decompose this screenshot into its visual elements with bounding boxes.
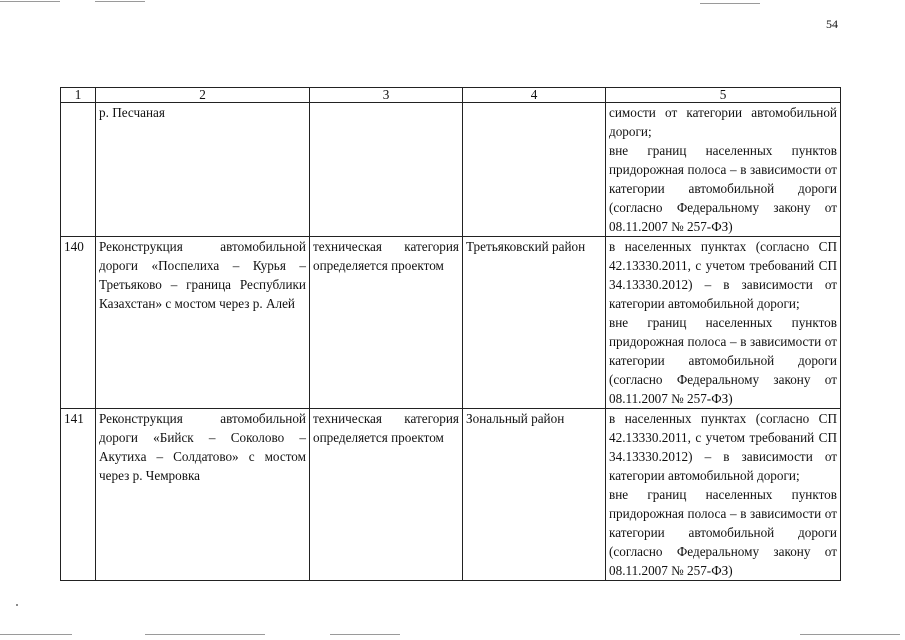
cell-paragraph: 141 [64,411,84,426]
column-header: 5 [606,88,841,103]
zone-cell [606,409,841,581]
scan-edge-mark [145,634,265,635]
cell-paragraph: р. Песчаная [99,105,165,120]
table-row [61,409,841,581]
cell-paragraph: в населенных пунктах (согласно СП 42.13330.2011, с учетом требований СП 34.13330.2012) – в зависимости от категории автомобильной дороги; [609,239,837,311]
cell-paragraph: симости от категории автомобильной дороги; [609,105,837,139]
table-row [61,237,841,409]
cell-paragraph: вне границ населенных пунктов придорожная полоса – в зависимости от категории автомобильной дороги (согласно Федеральному закону от 08.11.2007 № 257-ФЗ) [609,487,837,578]
object-name-cell [96,409,310,581]
objects-table [60,87,841,581]
object-name-cell [96,237,310,409]
table-row [61,103,841,237]
scan-edge-mark [330,634,400,635]
column-header: 2 [96,88,310,103]
cell-paragraph: техническая категория определяется проектом [313,239,459,273]
scan-edge-mark [0,1,60,2]
scan-edge-mark [700,3,760,4]
row-number-cell [61,237,96,409]
row-number-cell [61,103,96,237]
table-body [61,103,841,581]
column-header: 3 [310,88,463,103]
district-cell [463,103,606,237]
column-header: 1 [61,88,96,103]
scan-edge-mark [0,634,72,635]
object-name-cell [96,103,310,237]
cell-paragraph: вне границ населенных пунктов придорожная полоса – в зависимости от категории автомобильной дороги (согласно Федеральному закону от 08.11.2007 № 257-ФЗ) [609,315,837,406]
zone-cell [606,103,841,237]
district-cell [463,237,606,409]
cell-paragraph: в населенных пунктах (согласно СП 42.13330.2011, с учетом требований СП 34.13330.2012) – в зависимости от категории автомобильной дороги; [609,411,837,483]
cell-paragraph: вне границ населенных пунктов придорожная полоса – в зависимости от категории автомобильной дороги (согласно Федеральному закону от 08.11.2007 № 257-ФЗ) [609,143,837,234]
scan-edge-mark [800,634,900,635]
column-header: 4 [463,88,606,103]
category-cell [310,103,463,237]
cell-paragraph: Реконструкция автомобильной дороги «Бийск – Соколово – Акутиха – Солдатово» с мостом через р. Чемровка [99,411,306,483]
category-cell [310,237,463,409]
zone-cell [606,237,841,409]
cell-paragraph: Зональный район [466,411,565,426]
table-header-row [61,88,841,103]
cell-paragraph: 140 [64,239,84,254]
page-number: 54 [826,17,838,31]
row-number-cell [61,409,96,581]
cell-paragraph: Третьяковский район [466,239,586,254]
cell-paragraph: техническая категория определяется проектом [313,411,459,445]
scan-edge-mark [95,1,145,2]
cell-paragraph: Реконструкция автомобильной дороги «Поспелиха – Курья – Третьяково – граница Республики Казахстан» с мостом через р. Алей [99,239,306,311]
scan-speck [16,604,18,606]
district-cell [463,409,606,581]
category-cell [310,409,463,581]
